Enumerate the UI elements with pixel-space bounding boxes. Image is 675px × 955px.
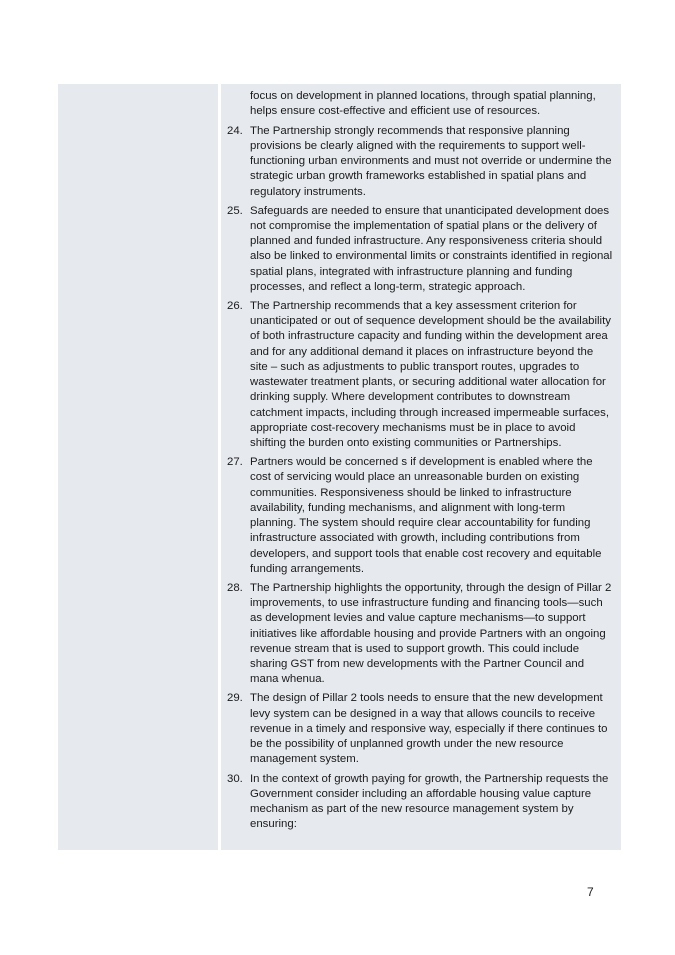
numbered-paragraph-24 (227, 124, 613, 200)
numbered-paragraph-28 (227, 581, 613, 688)
document-table (58, 84, 621, 850)
paragraph-number: 30. (227, 772, 243, 785)
numbered-paragraph-30 (227, 772, 613, 833)
paragraph-text: The Partnership strongly recommends that responsive planning provisions be clearly aligned with the requirements to support well-functioning urban environments and must not override or undermine the strategic urban growth frameworks established in spatial plans and regulatory instruments. (250, 124, 612, 198)
numbered-paragraph-26 (227, 299, 613, 452)
paragraph-text: The design of Pillar 2 tools needs to ensure that the new development levy system can be designed in a way that allows councils to receive revenue in a timely and responsive way, especially if there continues to be the possibility of unplanned growth under the new resource management system. (250, 692, 608, 766)
numbered-paragraph-29 (227, 691, 613, 767)
paragraph-text: The Partnership highlights the opportunity, through the design of Pillar 2 improvements, to use infrastructure funding and financing tools—such as development levies and value capture mechanisms—to support initiatives like affordable housing and provide Partners with an ongoing revenue stream that is used to support growth. This could include sharing GST from new developments with the Partner Council and mana whenua. (250, 581, 612, 686)
numbered-paragraph-27 (227, 455, 613, 577)
paragraph-text: Partners would be concerned s if development is enabled where the cost of servicing would place an unreasonable burden on existing communities. Responsiveness should be linked to infrastructure availability, funding mechanisms, and alignment with long-term planning. The system should require clear accountability for funding infrastructure associated with growth, including contributions from developers, and support tools that enable cost recovery and equitable funding arrangements. (250, 456, 602, 575)
table-right-column (221, 84, 621, 850)
numbered-paragraph-25 (227, 204, 613, 296)
table-left-column (58, 84, 218, 850)
paragraph-text: The Partnership recommends that a key assessment criterion for unanticipated or out of sequence development should be the availability of both infrastructure capacity and funding within the development area and for any additional demand it places on infrastructure beyond the site – such as adjustments to public transport routes, upgrades to wastewater treatment plants, or securing additional water allocation for drinking supply. Where development contributes to downstream catchment impacts, including through increased impermeable surfaces, appropriate cost-recovery mechanisms must be in place to avoid shifting the burden onto existing communities or Partnerships. (250, 299, 611, 450)
paragraph-text: In the context of growth paying for growth, the Partnership requests the Government consider including an affordable housing value capture mechanism as part of the new resource management system by ensuring: (250, 772, 609, 831)
paragraph-number: 24. (227, 124, 243, 137)
submission-text (227, 89, 613, 833)
continued-paragraph: focus on development in planned locations, through spatial planning, helps ensure cost-effective and efficient use of resources. (250, 90, 596, 118)
paragraph-number: 29. (227, 692, 243, 705)
paragraph-text: Safeguards are needed to ensure that unanticipated development does not compromise the implementation of spatial plans or the delivery of planned and funded infrastructure. Any responsiveness criteria should also be linked to environmental limits or constraints identified in regional spatial plans, integrated with infrastructure planning and funding processes, and reflect a long-term, strategic approach. (250, 204, 613, 293)
paragraph-number: 28. (227, 581, 243, 594)
paragraph-number: 26. (227, 299, 243, 312)
paragraph-number: 27. (227, 456, 243, 469)
paragraph-number: 25. (227, 204, 243, 217)
page-number: 7 (587, 885, 594, 899)
